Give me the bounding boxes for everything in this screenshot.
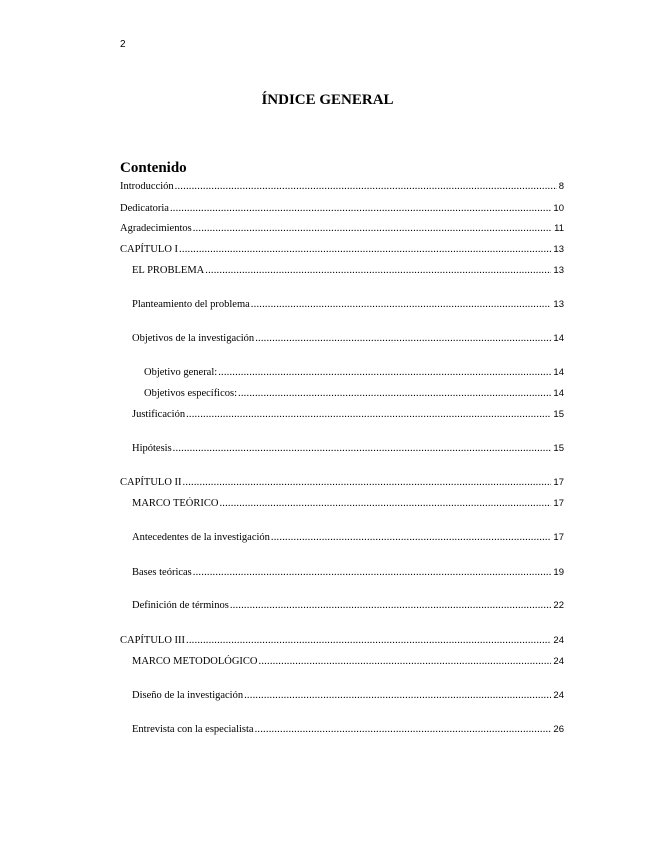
contents-heading: Contenido: [120, 160, 187, 176]
leader-dots: [238, 387, 551, 401]
toc-page-number: 13: [553, 299, 564, 310]
toc-entry-label: Definición de términos: [132, 600, 229, 611]
toc-entry-label: Planteamiento del problema: [132, 299, 250, 310]
toc-entry-objetivo-general[interactable]: [144, 366, 564, 380]
leader-dots: [271, 531, 552, 545]
leader-dots: [244, 689, 551, 703]
toc-entry-label: Objetivo general:: [144, 367, 218, 378]
toc-entry-label: Hipótesis: [132, 443, 172, 454]
toc-entry-agradecimientos[interactable]: [120, 222, 564, 236]
toc-entry-capitulo-ii[interactable]: [120, 476, 564, 490]
toc-entry-capitulo-iii[interactable]: [120, 634, 564, 648]
leader-dots: [179, 243, 551, 257]
leader-dots: [218, 366, 551, 380]
toc-page-number: 14: [553, 367, 564, 378]
page-number: 2: [120, 39, 126, 50]
leader-dots: [259, 655, 552, 669]
toc-entry-antecedentes[interactable]: [132, 531, 564, 545]
leader-dots: [183, 476, 552, 490]
toc-page-number: 24: [553, 690, 564, 701]
toc-entry-label: Justificación: [132, 409, 186, 420]
toc-entry-label: Antecedentes de la investigación: [132, 532, 270, 543]
toc-entry-capitulo-i[interactable]: [120, 243, 564, 257]
toc-entry-label: Diseño de la investigación: [132, 690, 244, 701]
toc-entry-label: CAPÍTULO III: [120, 635, 186, 646]
toc-entry-entrevista[interactable]: [132, 723, 564, 737]
toc-entry-planteamiento[interactable]: [132, 298, 564, 312]
toc-entry-hipotesis[interactable]: [132, 442, 564, 456]
leader-dots: [193, 566, 552, 580]
toc-page-number: 22: [553, 600, 564, 611]
toc-entry-marco-teorico[interactable]: [132, 497, 564, 511]
toc-entry-dedicatoria[interactable]: [120, 202, 564, 216]
leader-dots: [219, 497, 551, 511]
toc-entry-label: Agradecimientos: [120, 223, 192, 234]
leader-dots: [186, 408, 551, 422]
toc-entry-label: CAPÍTULO II: [120, 477, 182, 488]
toc-entry-label: Entrevista con la especialista: [132, 724, 254, 735]
toc-entry-bases-teoricas[interactable]: [132, 566, 564, 580]
leader-dots: [173, 442, 552, 456]
leader-dots: [251, 298, 552, 312]
toc-page-number: 19: [553, 567, 564, 578]
leader-dots: [170, 202, 551, 216]
leader-dots: [205, 264, 551, 278]
toc-entry-el-problema[interactable]: [132, 264, 564, 278]
toc-entry-label: Dedicatoria: [120, 203, 169, 214]
toc-entry-label: Objetivos específicos:: [144, 388, 238, 399]
toc-entry-label: Objetivos de la investigación: [132, 333, 255, 344]
toc-page-number: 14: [553, 388, 564, 399]
toc-page-number: 24: [553, 635, 564, 646]
toc-page-number: 15: [553, 443, 564, 454]
document-title: ÍNDICE GENERAL: [261, 92, 394, 108]
toc-page-number: 14: [553, 333, 564, 344]
toc-entry-label: MARCO METODOLÓGICO: [132, 656, 258, 667]
toc-page-number: 17: [553, 532, 564, 543]
toc-page-number: 15: [553, 409, 564, 420]
toc-entry-label: CAPÍTULO I: [120, 244, 179, 255]
toc-page-number: 17: [553, 498, 564, 509]
toc-entry-label: EL PROBLEMA: [132, 265, 205, 276]
toc-page-number: 10: [553, 203, 564, 214]
toc-page-number: 24: [553, 656, 564, 667]
toc-entry-diseno[interactable]: [132, 689, 564, 703]
toc-entry-marco-metodologico[interactable]: [132, 655, 564, 669]
leader-dots: [255, 332, 551, 346]
toc-entry-objetivos-especificos[interactable]: [144, 387, 564, 401]
toc-entry-justificacion[interactable]: [132, 408, 564, 422]
toc-page-number: 26: [553, 724, 564, 735]
leader-dots: [255, 723, 552, 737]
toc-entry-objetivos[interactable]: [132, 332, 564, 346]
toc-entry-label: MARCO TEÓRICO: [132, 498, 219, 509]
toc-entry-introduccion[interactable]: [120, 180, 564, 194]
toc-entry-definicion-terminos[interactable]: [132, 599, 564, 613]
leader-dots: [230, 599, 552, 613]
toc-page-number: 13: [553, 265, 564, 276]
toc-page-number: 11: [554, 223, 564, 234]
toc-entry-label: Introducción: [120, 181, 174, 192]
toc-entry-label: Bases teóricas: [132, 567, 192, 578]
leader-dots: [193, 222, 552, 236]
toc-page-number: 17: [553, 477, 564, 488]
leader-dots: [175, 180, 557, 194]
toc-page-number: 13: [553, 244, 564, 255]
toc-page-number: 8: [558, 181, 564, 192]
leader-dots: [186, 634, 551, 648]
